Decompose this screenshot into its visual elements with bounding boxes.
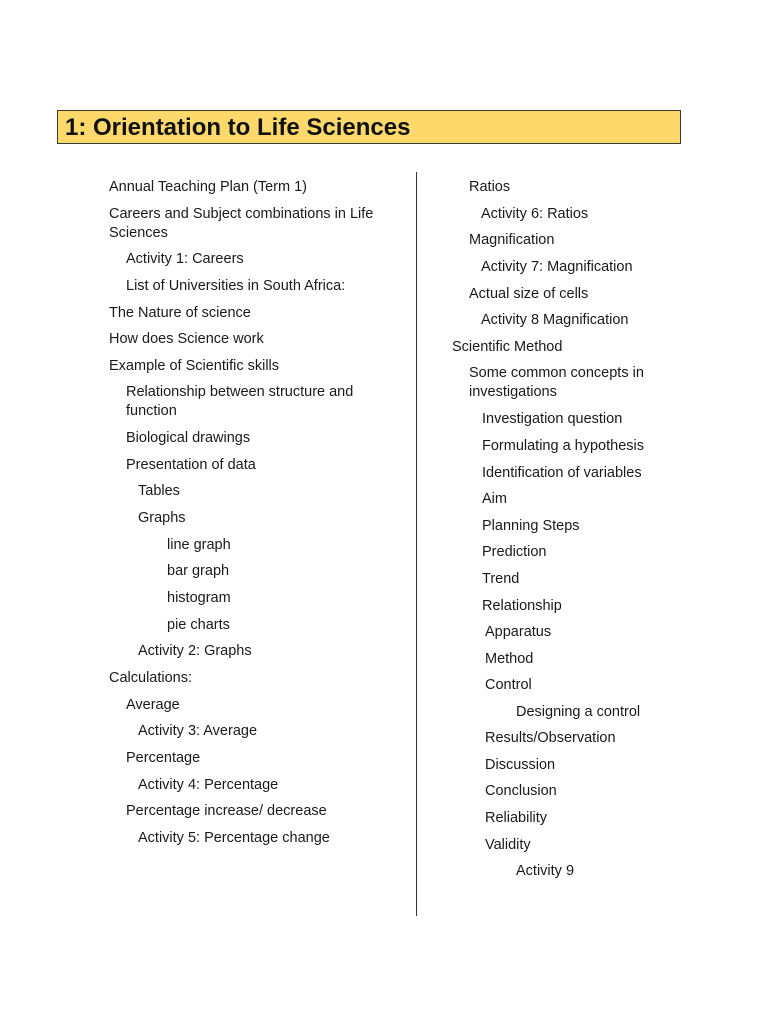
- toc-item[interactable]: Apparatus: [485, 624, 552, 640]
- toc-item[interactable]: Some common concepts in investigations: [469, 365, 644, 400]
- toc-item[interactable]: line graph: [167, 537, 231, 553]
- section-header-banner: [57, 110, 681, 144]
- toc-item[interactable]: Prediction: [482, 544, 547, 560]
- toc-item[interactable]: Trend: [482, 571, 520, 587]
- toc-item[interactable]: Activity 4: Percentage: [138, 777, 279, 793]
- toc-item[interactable]: Activity 6: Ratios: [481, 206, 589, 222]
- toc-item[interactable]: Activity 8 Magnification: [481, 312, 629, 328]
- toc-item[interactable]: Validity: [485, 837, 531, 853]
- column-divider: [416, 172, 417, 916]
- toc-item[interactable]: Aim: [482, 491, 507, 507]
- toc-item[interactable]: Control: [485, 677, 532, 693]
- toc-item[interactable]: pie charts: [167, 617, 230, 633]
- toc-item[interactable]: Activity 3: Average: [138, 723, 258, 739]
- toc-item[interactable]: Percentage increase/ decrease: [126, 803, 327, 819]
- section-title: 1: Orientation to Life Sciences: [65, 114, 411, 141]
- toc-item[interactable]: Conclusion: [485, 783, 557, 799]
- toc-item[interactable]: The Nature of science: [109, 305, 251, 321]
- toc-item[interactable]: Activity 7: Magnification: [481, 259, 633, 275]
- toc-item[interactable]: Careers and Subject combinations in Life Sciences: [109, 206, 374, 241]
- toc-item[interactable]: Presentation of data: [126, 457, 256, 473]
- toc-item[interactable]: Activity 1: Careers: [126, 251, 244, 267]
- toc-item[interactable]: histogram: [167, 590, 231, 606]
- toc-item[interactable]: Annual Teaching Plan (Term 1): [109, 179, 308, 195]
- toc-item[interactable]: Tables: [138, 483, 180, 499]
- toc-item[interactable]: Activity 5: Percentage change: [138, 830, 330, 846]
- toc-item[interactable]: Percentage: [126, 750, 201, 766]
- toc-item[interactable]: List of Universities in South Africa:: [126, 278, 346, 294]
- toc-item[interactable]: Reliability: [485, 810, 548, 826]
- toc-item[interactable]: Graphs: [138, 510, 186, 526]
- toc-item[interactable]: Ratios: [469, 179, 511, 195]
- toc-item[interactable]: Planning Steps: [482, 518, 580, 534]
- toc-item[interactable]: bar graph: [167, 563, 230, 579]
- toc-item[interactable]: Example of Scientific skills: [109, 358, 280, 374]
- toc-item[interactable]: Results/Observation: [485, 730, 616, 746]
- toc-item[interactable]: Formulating a hypothesis: [482, 438, 644, 454]
- toc-item[interactable]: Method: [485, 651, 534, 667]
- toc-item[interactable]: Relationship between structure and function: [126, 384, 354, 419]
- toc-item[interactable]: Activity 9: [516, 863, 575, 879]
- toc-item[interactable]: Designing a control: [516, 704, 641, 720]
- toc-item[interactable]: Scientific Method: [452, 339, 563, 355]
- toc-item[interactable]: Identification of variables: [482, 465, 642, 481]
- toc-item[interactable]: Magnification: [469, 232, 555, 248]
- toc-item[interactable]: Investigation question: [482, 411, 623, 427]
- toc-item[interactable]: Biological drawings: [126, 430, 251, 446]
- toc-item[interactable]: Average: [126, 697, 180, 713]
- toc-item[interactable]: Calculations:: [109, 670, 193, 686]
- toc-item[interactable]: How does Science work: [109, 331, 264, 347]
- toc-item[interactable]: Actual size of cells: [469, 286, 589, 302]
- toc-item[interactable]: Discussion: [485, 757, 556, 773]
- toc-item[interactable]: Relationship: [482, 598, 562, 614]
- toc-item[interactable]: Activity 2: Graphs: [138, 643, 252, 659]
